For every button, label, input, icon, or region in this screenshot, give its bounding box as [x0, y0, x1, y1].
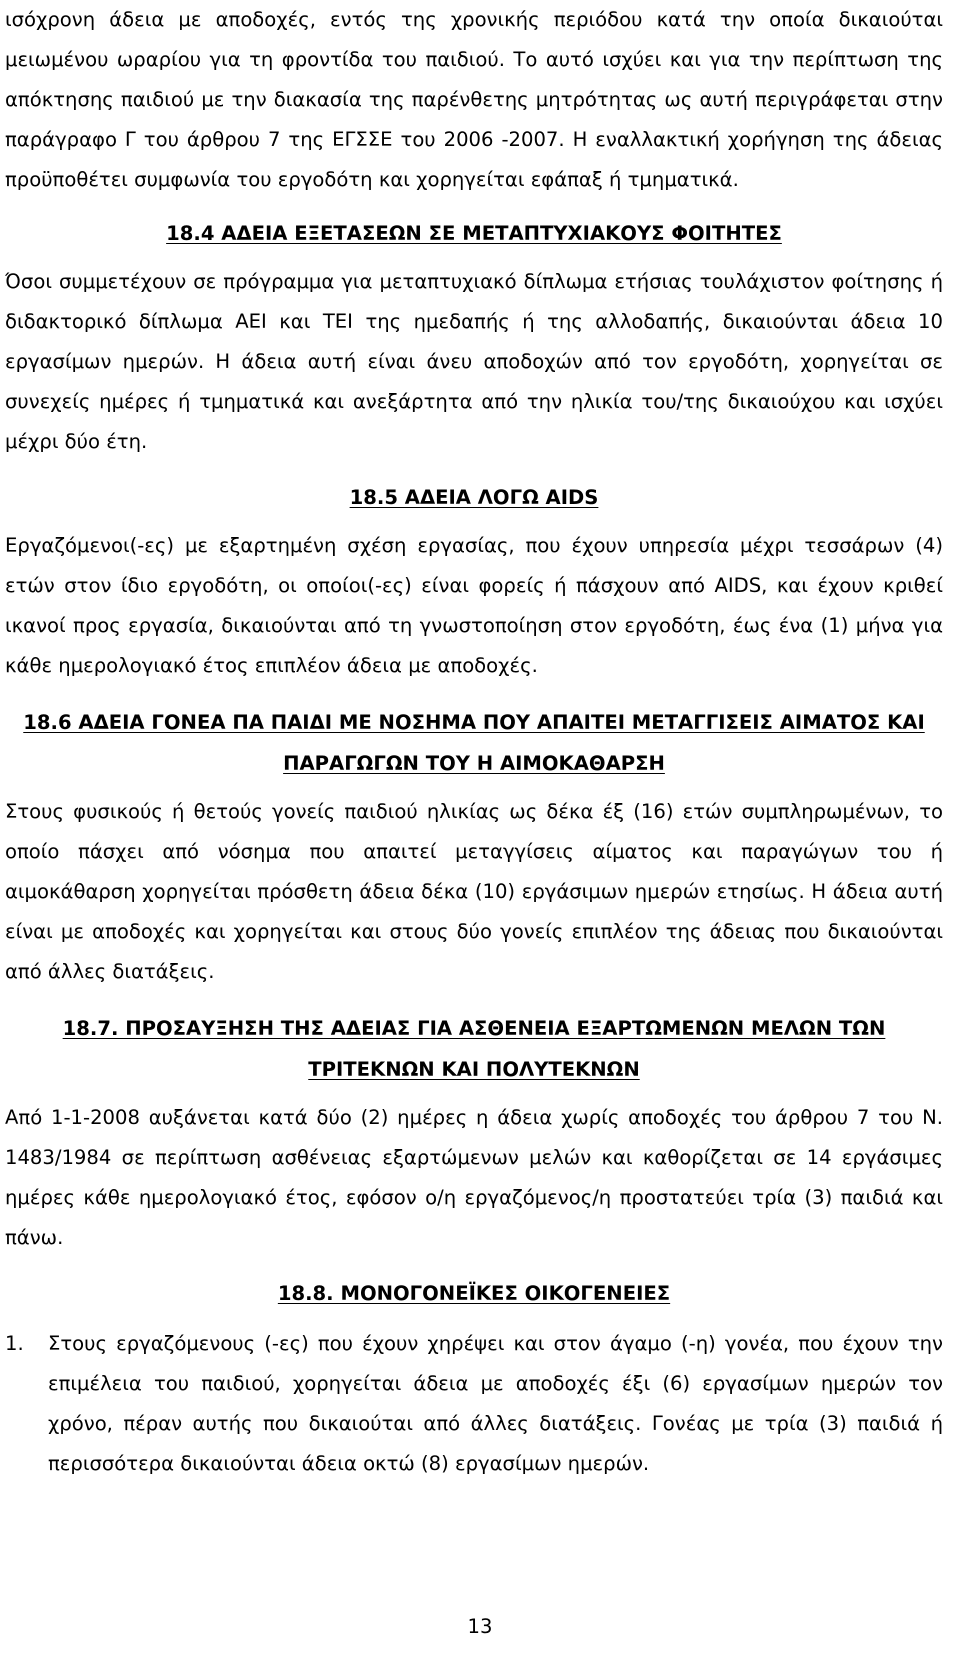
page-number: 13: [467, 1615, 493, 1638]
section-heading-18-8: 18.8. ΜΟΝΟΓΟΝΕΪΚΕΣ ΟΙΚΟΓΕΝΕΙΕΣ: [277, 1282, 671, 1305]
section-body-18-7: Από 1-1-2008 αυξάνεται κατά δύο (2) ημέρες η άδεια χωρίς αποδοχές του άρθρου 7 του Ν. 1483/1984 σε περίπτωση ασθένειας εξαρτώμενων μελών και καθορίζεται σε 14 εργάσιμες ημέρες κάθε ημερολογιακό έτος, εφόσον ο/η εργαζόμενος/η προστατεύει τρία (3) παιδιά και πάνω.: [5, 1106, 943, 1249]
section-heading-18-7: 18.7. ΠΡΟΣΑΥΞΗΣΗ ΤΗΣ ΑΔΕΙΑΣ ΓΙΑ ΑΣΘΕΝΕΙΑ ΕΞΑΡΤΩΜΕΝΩΝ ΜΕΛΩΝ ΤΩΝ ΤΡΙΤΕΚΝΩΝ ΚΑΙ ΠΟΛΥΤΕΚΝΩΝ: [62, 1017, 886, 1081]
list-item-number: 1.: [5, 1332, 24, 1355]
section-heading-18-6: 18.6 ΑΔΕΙΑ ΓΟΝΕΑ ΠΑ ΠΑΙΔΙ ΜΕ ΝΟΣΗΜΑ ΠΟΥ ΑΠΑΙΤΕΙ ΜΕΤΑΓΓΙΣΕΙΣ ΑΙΜΑΤΟΣ ΚΑΙ ΠΑΡΑΓΩΓΩΝ ΤΟΥ Η ΑΙΜΟΚΑΘΑΡΣΗ: [23, 711, 925, 775]
document-page: [5, 0, 943, 1484]
intro-paragraph: ισόχρονη άδεια με αποδοχές, εντός της χρονικής περιόδου κατά την οποία δικαιούται μειωμένου ωραρίου για τη φροντίδα του παιδιού. Το αυτό ισχύει και για την περίπτωση της απόκτησης παιδιού με την διακασία της παρένθετης μητρότητας ως αυτή περιγράφεται στην παράγραφο Γ του άρθρου 7 της ΕΓΣΣΕ του 2006 -2007. Η εναλλακτική χορήγηση της άδειας προϋποθέτει συμφωνία του εργοδότη και χορηγείται εφάπαξ ή τμηματικά.: [5, 8, 943, 191]
section-heading-18-5: 18.5 ΑΔΕΙΑ ΛΟΓΩ AIDS: [349, 486, 599, 509]
list-item: [5, 1324, 943, 1484]
section-body-18-6: Στους φυσικούς ή θετούς γονείς παιδιού ηλικίας ως δέκα έξ (16) ετών συμπληρωμένων, το οποίο πάσχει από νόσημα που απαιτεί μεταγγίσεις αίματος και παραγώγων του ή αιμοκάθαρση χορηγείται πρόσθετη άδεια δέκα (10) εργάσιμων ημερών ετησίως. Η άδεια αυτή είναι με αποδοχές και χορηγείται και στους δύο γονείς επιπλέον της άδειας που δικαιούνται από άλλες διατάξεις.: [5, 800, 943, 983]
section-heading-18-4: 18.4 ΑΔΕΙΑ ΕΞΕΤΑΣΕΩΝ ΣΕ ΜΕΤΑΠΤΥΧΙΑΚΟΥΣ ΦΟΙΤΗΤΕΣ: [166, 222, 782, 245]
section-body-18-4: Όσοι συμμετέχουν σε πρόγραμμα για μεταπτυχιακό δίπλωμα ετήσιας τουλάχιστον φοίτησης ή διδακτορικό δίπλωμα ΑΕΙ και ΤΕΙ της ημεδαπής ή της αλλοδαπής, δικαιούνται άδεια 10 εργασίμων ημερών. Η άδεια αυτή είναι άνευ αποδοχών από τον εργοδότη, χορηγείται σε συνεχείς ημέρες ή τμηματικά και ανεξάρτητα από την ηλικία του/της δικαιούχου και ισχύει μέχρι δύο έτη.: [5, 270, 943, 453]
section-body-18-5: Εργαζόμενοι(-ες) με εξαρτημένη σχέση εργασίας, που έχουν υπηρεσία μέχρι τεσσάρων (4) ετών στον ίδιο εργοδότη, οι οποίοι(-ες) είναι φορείς ή πάσχουν από AIDS, και έχουν κριθεί ικανοί προς εργασία, δικαιούνται από τη γνωστοποίηση στον εργοδότη, έως ένα (1) μήνα για κάθε ημερολογιακό έτος επιπλέον άδεια με αποδοχές.: [5, 534, 943, 677]
list-item-text: Στους εργαζόμενους (-ες) που έχουν χηρέψει και στον άγαμο (-η) γονέα, που έχουν την επιμέλεια του παιδιού, χορηγείται άδεια με αποδοχές έξι (6) εργασίμων ημερών τον χρόνο, πέραν αυτής που δικαιούται από άλλες διατάξεις. Γονέας με τρία (3) παιδιά ή περισσότερα δικαιούνται άδεια οκτώ (8) εργασίμων ημερών.: [48, 1332, 943, 1475]
numbered-list: [5, 1324, 943, 1484]
